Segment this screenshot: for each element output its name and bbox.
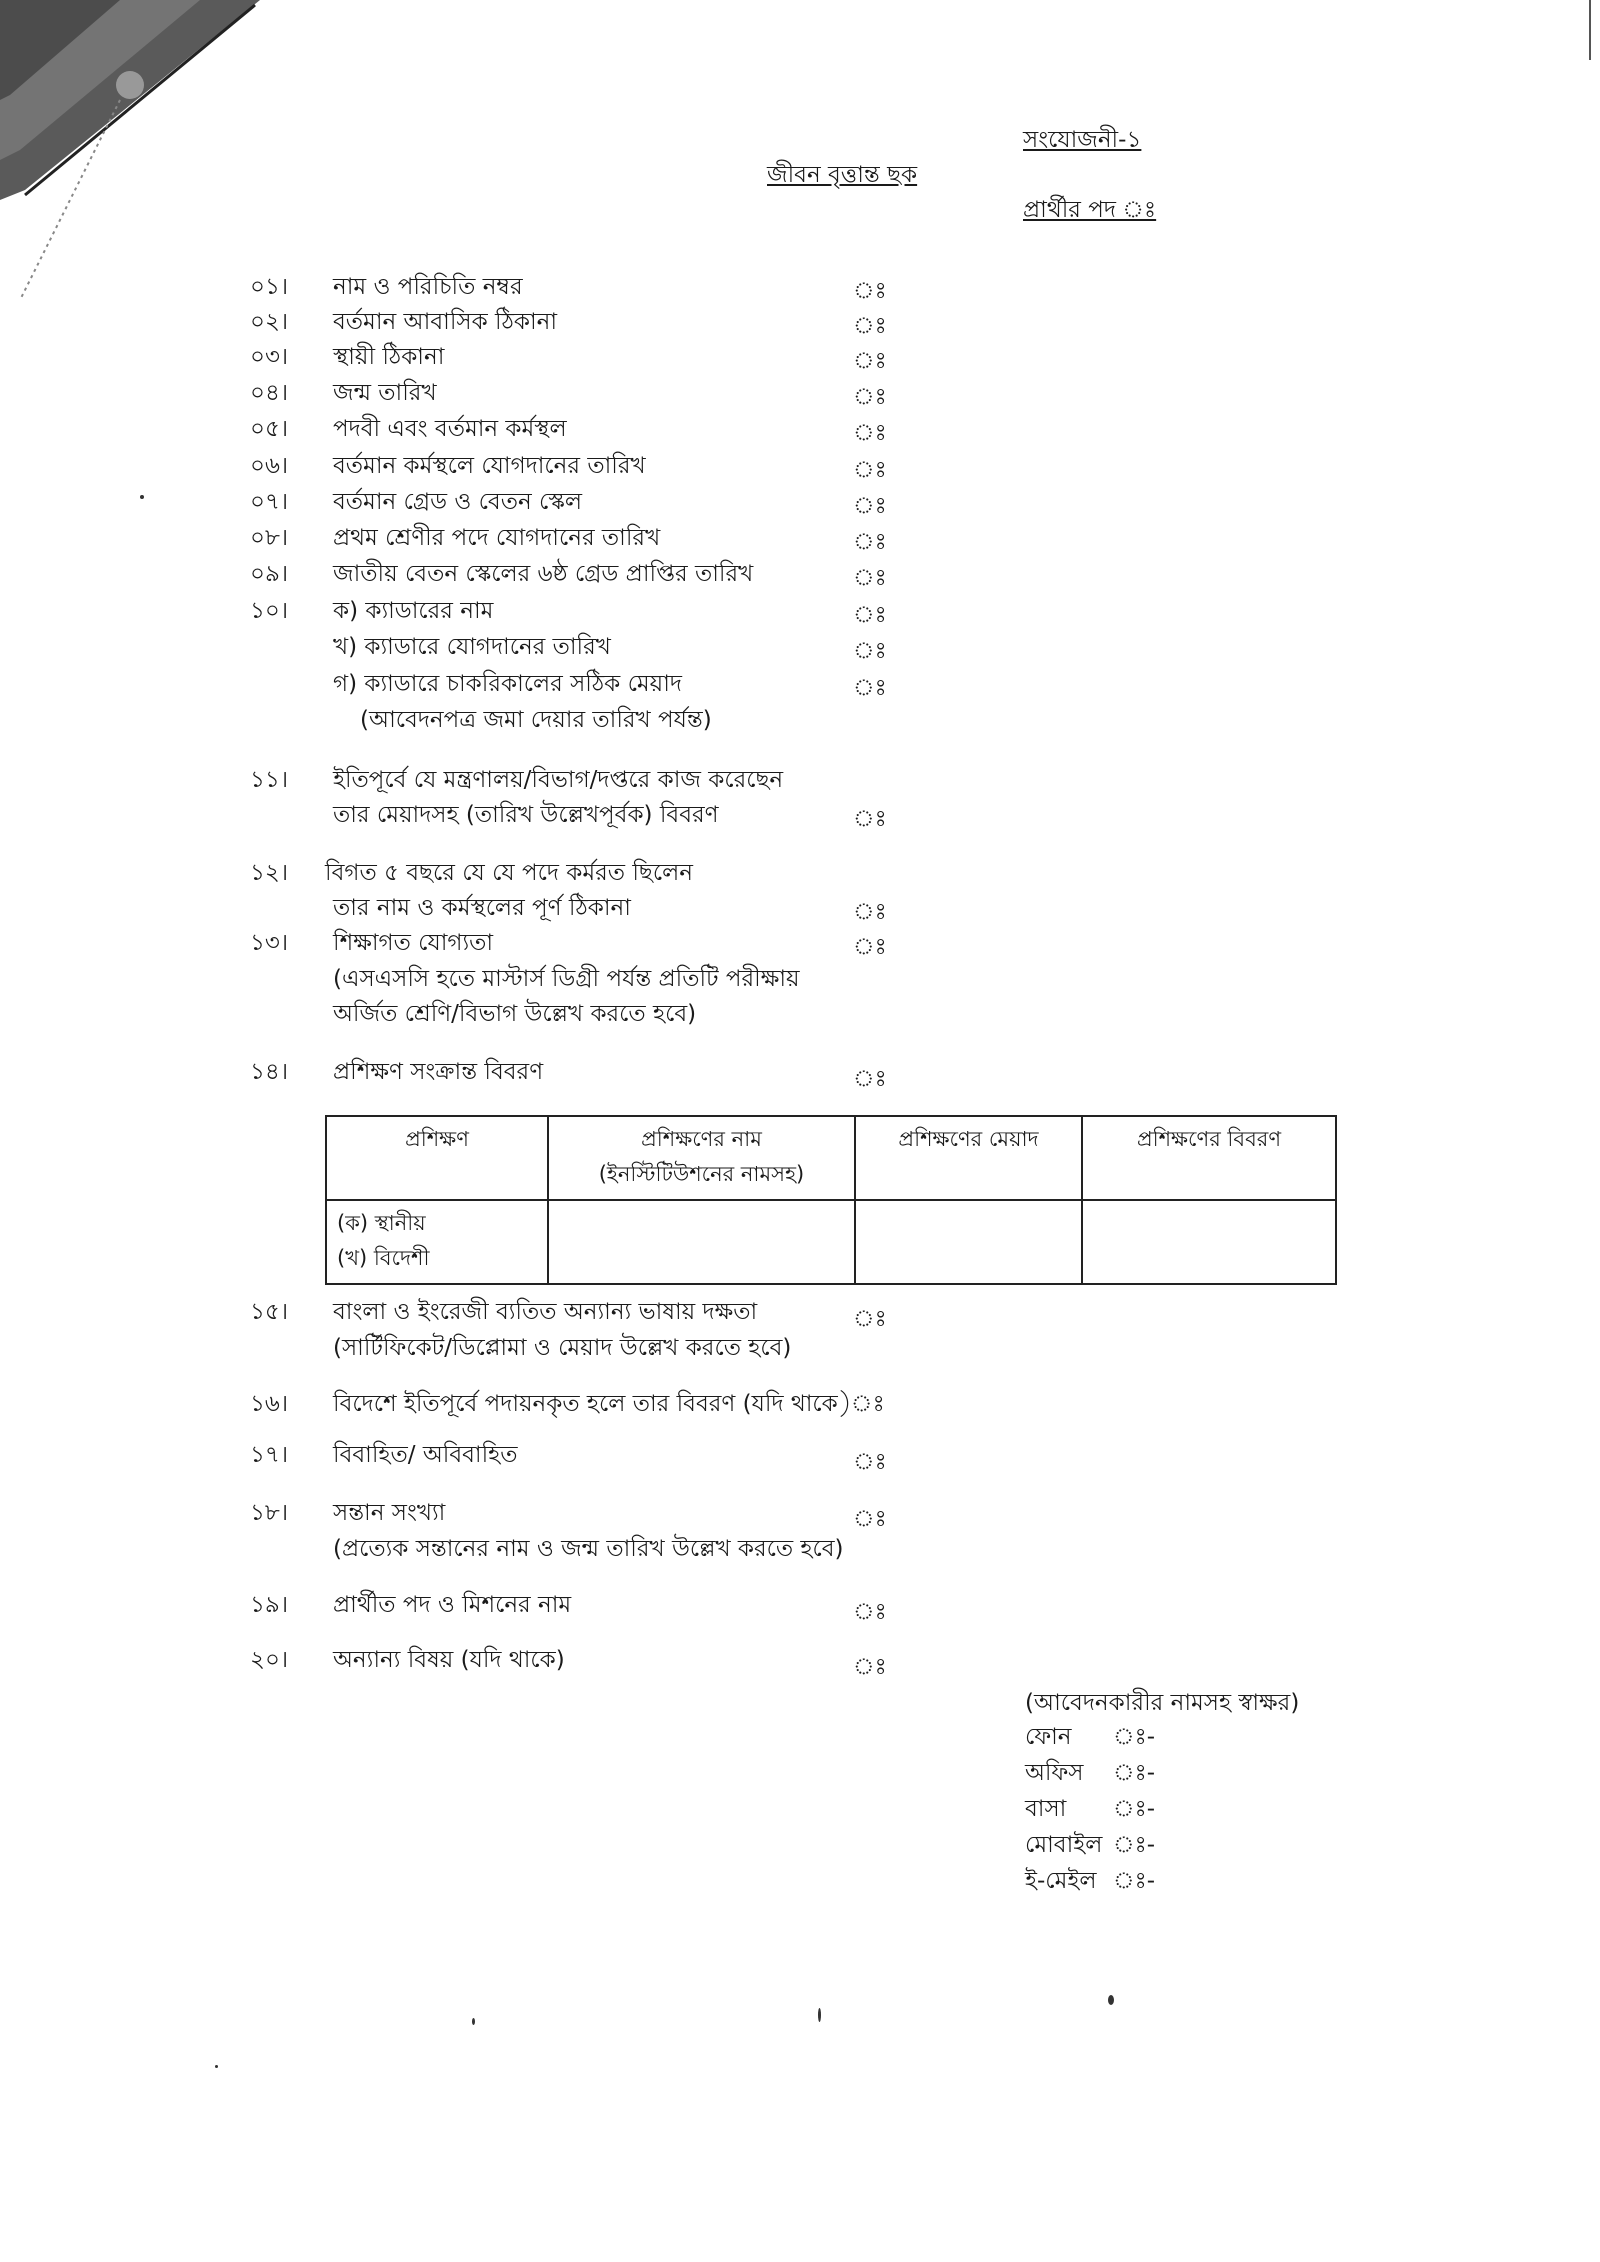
item-number: ০৬। bbox=[250, 453, 289, 479]
item-label: অন্যান্য বিষয় (যদি থাকে) bbox=[333, 1647, 565, 1673]
item-separator: ঃ bbox=[853, 457, 887, 483]
item-number: ১২। bbox=[250, 860, 289, 886]
scan-speck bbox=[215, 2065, 218, 2068]
item-separator: ঃ bbox=[853, 278, 887, 304]
item-number: ১৭। bbox=[250, 1442, 289, 1468]
item-separator: ঃ bbox=[853, 565, 887, 591]
table-header-row bbox=[326, 1116, 1336, 1200]
item-note: (এসএসসি হতে মাস্টার্স ডিগ্রী পর্যন্ত প্রতিটি পরীক্ষায় bbox=[333, 966, 800, 992]
table-header-cell bbox=[855, 1116, 1082, 1200]
item-label: বর্তমান আবাসিক ঠিকানা bbox=[333, 309, 558, 335]
item-separator: ঃ bbox=[853, 313, 887, 339]
item-number: ০৮। bbox=[250, 525, 289, 551]
item-number: ২০। bbox=[250, 1647, 289, 1673]
item-label: ক) ক্যাডারের নাম bbox=[333, 598, 494, 624]
item-separator: ঃ bbox=[853, 1599, 887, 1625]
table-row bbox=[326, 1200, 1336, 1284]
item-number: ১০। bbox=[250, 598, 289, 624]
post-label: প্রার্থীর পদ ঃ bbox=[1023, 197, 1157, 223]
item-separator: ঃ bbox=[853, 348, 887, 374]
contact-label: অফিস bbox=[1025, 1760, 1084, 1786]
item-label: নাম ও পরিচিতি নম্বর bbox=[333, 274, 523, 300]
item-number: ১৪। bbox=[250, 1059, 289, 1085]
item-label: বিগত ৫ বছরে যে যে পদে কর্মরত ছিলেন bbox=[325, 860, 693, 886]
item-number: ১৮। bbox=[250, 1500, 289, 1526]
item-number: ০৭। bbox=[250, 489, 289, 515]
item-number: ১১। bbox=[250, 767, 289, 793]
item-note: অর্জিত শ্রেণি/বিভাগ উল্লেখ করতে হবে) bbox=[333, 1001, 697, 1027]
item-label: তার নাম ও কর্মস্থলের পূর্ণ ঠিকানা bbox=[333, 895, 631, 921]
scan-edge-line bbox=[1589, 0, 1591, 60]
item-note: (সার্টিফিকেট/ডিপ্লোমা ও মেয়াদ উল্লেখ করতে হবে) bbox=[333, 1335, 792, 1361]
contact-separator: ঃ- bbox=[1113, 1724, 1156, 1750]
item-note: (আবেদনপত্র জমা দেয়ার তারিখ পর্যন্ত) bbox=[360, 707, 712, 733]
contact-label: বাসা bbox=[1025, 1796, 1067, 1822]
item-label: জন্ম তারিখ bbox=[333, 380, 437, 406]
item-separator: ঃ bbox=[853, 384, 887, 410]
item-separator: ঃ bbox=[853, 1306, 887, 1332]
contact-label: মোবাইল bbox=[1025, 1832, 1103, 1858]
item-separator: ঃ bbox=[853, 806, 887, 832]
header-training-duration: প্রশিক্ষণের মেয়াদ bbox=[898, 1127, 1039, 1151]
table-cell bbox=[548, 1200, 855, 1284]
item-separator: ঃ bbox=[853, 1449, 887, 1475]
item-number: ১৩। bbox=[250, 930, 289, 956]
item-label: গ) ক্যাডারে চাকরিকালের সঠিক মেয়াদ bbox=[333, 671, 682, 697]
item-label: স্থায়ী ঠিকানা bbox=[333, 344, 445, 370]
item-number: ০১। bbox=[250, 274, 289, 300]
scan-speck bbox=[140, 495, 144, 499]
header-training-name: প্রশিক্ষণের নাম bbox=[641, 1127, 762, 1151]
table-cell bbox=[326, 1200, 548, 1284]
scan-speck bbox=[818, 2008, 821, 2022]
item-separator: ঃ bbox=[853, 1066, 887, 1092]
item-separator: ঃ bbox=[853, 638, 887, 664]
item-separator: ঃ bbox=[853, 493, 887, 519]
contact-separator: ঃ- bbox=[1113, 1868, 1156, 1894]
header-training-name-sub: (ইনস্টিটিউশনের নামসহ) bbox=[598, 1162, 805, 1186]
item-label: বিবাহিত/ অবিবাহিত bbox=[333, 1442, 518, 1468]
item-number: ০৪। bbox=[250, 380, 289, 406]
item-separator: ঃ bbox=[853, 934, 887, 960]
contact-separator: ঃ- bbox=[1113, 1832, 1156, 1858]
contact-separator: ঃ- bbox=[1113, 1760, 1156, 1786]
item-separator: ঃ bbox=[853, 529, 887, 555]
table-cell bbox=[855, 1200, 1082, 1284]
header-training-details: প্রশিক্ষণের বিবরণ bbox=[1136, 1127, 1282, 1151]
item-separator: ঃ bbox=[853, 675, 887, 701]
table-header-cell bbox=[1082, 1116, 1336, 1200]
item-number: ০৩। bbox=[250, 344, 289, 370]
scan-speck bbox=[1108, 1995, 1114, 2005]
contact-label: ফোন bbox=[1025, 1724, 1072, 1750]
item-label: বর্তমান কর্মস্থলে যোগদানের তারিখ bbox=[333, 453, 646, 479]
table-cell bbox=[1082, 1200, 1336, 1284]
item-separator: ঃ bbox=[853, 1654, 887, 1680]
item-label: খ) ক্যাডারে যোগদানের তারিখ bbox=[333, 634, 611, 660]
item-label: তার মেয়াদসহ (তারিখ উল্লেখপূর্বক) বিবরণ bbox=[333, 802, 719, 828]
item-label: জাতীয় বেতন স্কেলের ৬ষ্ঠ গ্রেড প্রাপ্তির তারিখ bbox=[333, 561, 754, 587]
item-label: শিক্ষাগত যোগ্যতা bbox=[333, 930, 494, 956]
item-separator: ঃ bbox=[853, 899, 887, 925]
page-title: জীবন বৃত্তান্ত ছক bbox=[767, 162, 918, 188]
contact-label: ই-মেইল bbox=[1025, 1868, 1097, 1894]
item-separator: ঃ bbox=[853, 1506, 887, 1532]
item-label: বিদেশে ইতিপূর্বে পদায়নকৃত হলে তার বিবরণ (যদি থাকে)ঃ bbox=[333, 1391, 885, 1417]
item-separator: ঃ bbox=[853, 420, 887, 446]
item-label: পদবী এবং বর্তমান কর্মস্থল bbox=[333, 416, 567, 442]
item-label: সন্তান সংখ্যা bbox=[333, 1500, 446, 1526]
item-number: ১৫। bbox=[250, 1299, 289, 1325]
item-label: বর্তমান গ্রেড ও বেতন স্কেল bbox=[333, 489, 583, 515]
item-label: ইতিপূর্বে যে মন্ত্রণালয়/বিভাগ/দপ্তরে কাজ করেছেন bbox=[333, 767, 784, 793]
item-number: ১৯। bbox=[250, 1592, 289, 1618]
item-number: ০৫। bbox=[250, 416, 289, 442]
item-number: ০৯। bbox=[250, 561, 289, 587]
table-header-cell bbox=[548, 1116, 855, 1200]
training-table bbox=[325, 1115, 1337, 1285]
header-training: প্রশিক্ষণ bbox=[405, 1127, 469, 1151]
signature-title: (আবেদনকারীর নামসহ স্বাক্ষর) bbox=[1025, 1690, 1300, 1716]
item-label: বাংলা ও ইংরেজী ব্যতিত অন্যান্য ভাষায় দক্ষতা bbox=[333, 1299, 758, 1325]
item-number: ১৬। bbox=[250, 1391, 289, 1417]
row-label-foreign: (খ) বিদেশী bbox=[337, 1246, 430, 1270]
contact-separator: ঃ- bbox=[1113, 1796, 1156, 1822]
item-number: ০২। bbox=[250, 309, 289, 335]
item-note: (প্রত্যেক সন্তানের নাম ও জন্ম তারিখ উল্লেখ করতে হবে) bbox=[333, 1536, 844, 1562]
table-header-cell bbox=[326, 1116, 548, 1200]
item-label: প্রশিক্ষণ সংক্রান্ত বিবরণ bbox=[333, 1059, 544, 1085]
row-label-local: (ক) স্থানীয় bbox=[337, 1211, 426, 1235]
item-label: প্রার্থীত পদ ও মিশনের নাম bbox=[333, 1592, 572, 1618]
item-label: প্রথম শ্রেণীর পদে যোগদানের তারিখ bbox=[333, 525, 661, 551]
scan-speck bbox=[472, 2018, 475, 2025]
scan-corner-artifact bbox=[0, 0, 270, 320]
item-separator: ঃ bbox=[853, 602, 887, 628]
annex-label: সংযোজনী-১ bbox=[1023, 127, 1142, 153]
